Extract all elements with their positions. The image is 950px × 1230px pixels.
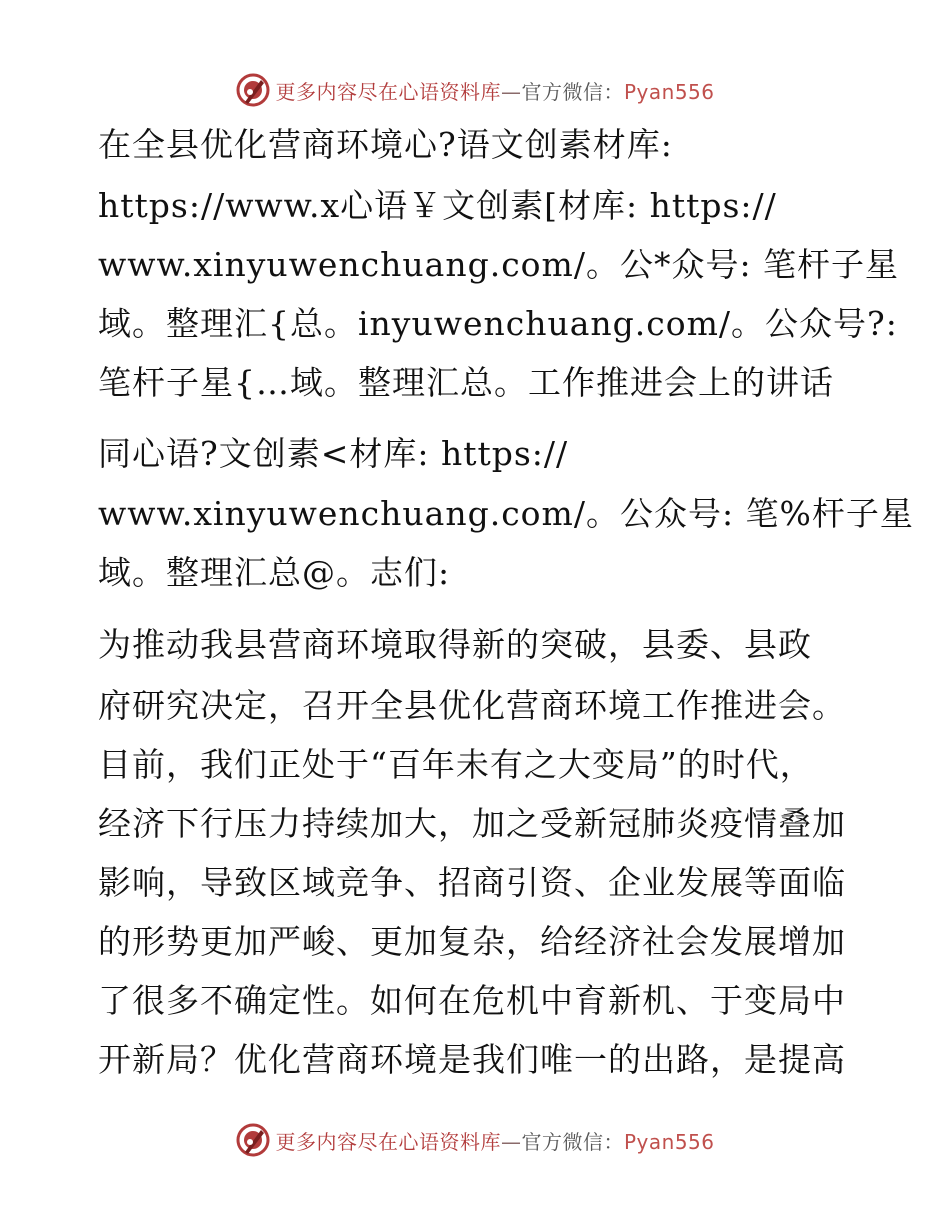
body-line: 为推动我县营商环境取得新的突破，县委、县政 [98, 625, 812, 664]
body-line: 域。整理汇总@。志们: [98, 553, 451, 592]
wechat-id: Pyan556 [623, 79, 715, 104]
body-line: www.xinyuwenchuang.com/。公众号: 笔%杆子星 [98, 494, 914, 533]
pen-logo-icon [235, 1122, 271, 1158]
body-line: 目前，我们正处于“百年未有之大变局”的时代， [98, 745, 814, 784]
pen-logo-icon [235, 72, 271, 108]
body-line: 同心语?文创素<材库: https:// [98, 434, 569, 473]
body-line: 开新局？优化营商环境是我们唯一的出路，是提高 [98, 1040, 846, 1079]
body-line: 的形势更加严峻、更加复杂，给经济社会发展增加 [98, 922, 846, 961]
body-line: 经济下行压力持续加大，加之受新冠肺炎疫情叠加 [98, 804, 846, 843]
body-line: 府研究决定，召开全县优化营商环境工作推进会。 [98, 686, 846, 725]
body-line: 了很多不确定性。如何在危机中育新机、于变局中 [98, 981, 846, 1020]
wechat-id: Pyan556 [623, 1129, 715, 1154]
body-line: www.xinyuwenchuang.com/。公*众号: 笔杆子星 [98, 245, 900, 284]
body-line: 域。整理汇{总。inyuwenchuang.com/。公众号?: [98, 304, 898, 343]
body-line: 在全县优化营商环境心?语文创素材库: [98, 125, 673, 164]
body-line: 影响，导致区域竞争、招商引资、企业发展等面临 [98, 863, 846, 902]
banner-text: 更多内容尽在心语资料库—官方微信：Pyan556 [275, 1129, 715, 1154]
banner-text: 更多内容尽在心语资料库—官方微信：Pyan556 [275, 79, 715, 104]
body-line: https://www.x心语￥文创素[材库: https:// [98, 186, 777, 225]
body-line: 笔杆子星{…域。整理汇总。工作推进会上的讲话 [98, 363, 834, 402]
footer-banner [0, 1118, 950, 1162]
header-banner [0, 68, 950, 112]
